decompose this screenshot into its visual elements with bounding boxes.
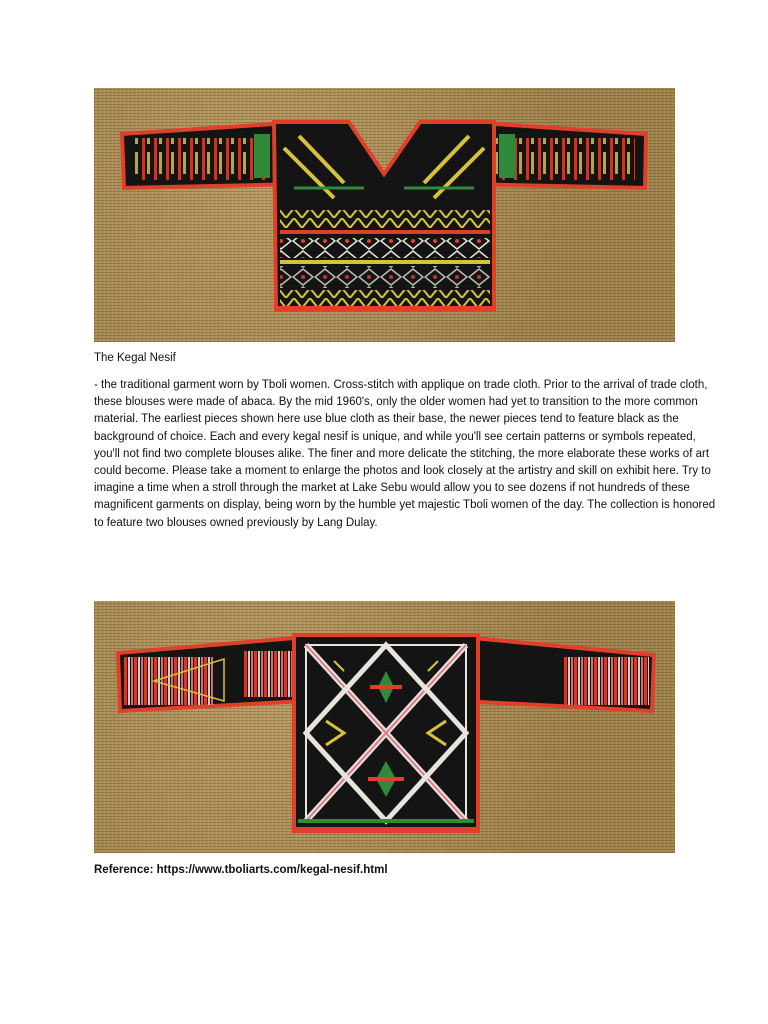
blouse-2-illustration [94,601,675,853]
blouse-1-illustration [94,88,675,342]
document-title: The Kegal Nesif [94,352,176,364]
reference-link[interactable]: Reference: https://www.tboliarts.com/kegal-nesif.html [94,864,388,876]
blouse-photo-1 [94,88,675,342]
blouse-photo-2 [94,601,675,853]
description-paragraph: - the traditional garment worn by Tboli women. Cross-stitch with applique on trade cloth. Prior to the arrival of trade cloth, these blouses were made of abaca. By the mid 1960's, only the older women had yet to transition to the more common material. The earliest pieces shown here use blue cloth as their base, the newer pieces tend to feature black as the background of choice. Each and every kegal nesif is unique, and while you'll see certain patterns or symbols repeated, you'll not find two complete blouses alike. The finer and more delicate the stitching, the more elaborate these works of art could become. Please take a moment to enlarge the photos and look closely at the artistry and skill on exhibit here. Try to imagine a time when a stroll through the market at Lake Sebu would allow you to see dozens if not hundreds of these magnificent garments on display, being worn by the humble yet majestic Tboli women of the day. The collection is honored to feature two blouses owned previously by Lang Dulay. [94,379,716,529]
